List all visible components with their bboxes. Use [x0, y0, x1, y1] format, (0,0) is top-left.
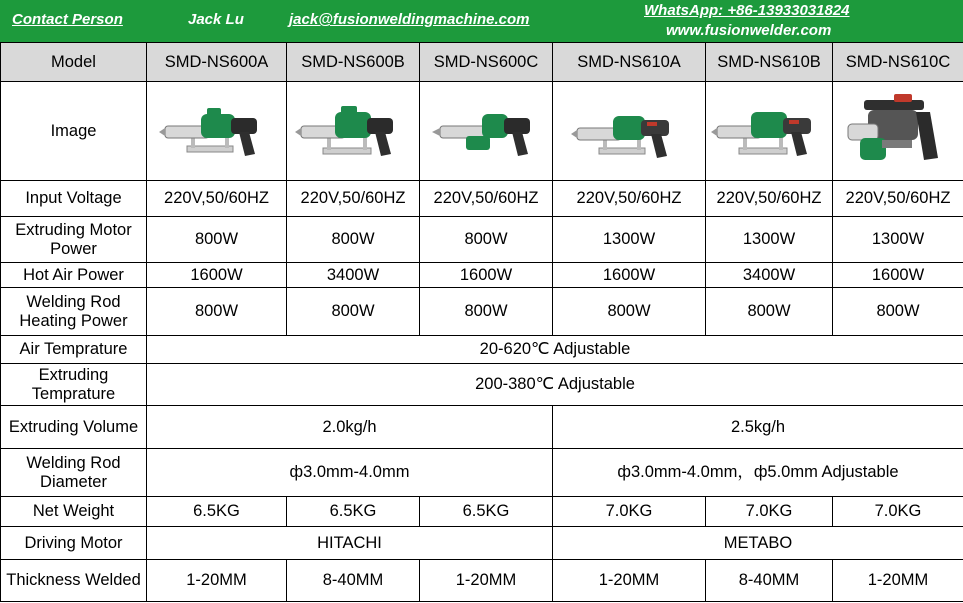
contact-header [0, 0, 963, 42]
welding-rod-heating-power-cell: 800W [833, 288, 963, 336]
input-voltage-cell: 220V,50/60HZ [147, 181, 287, 217]
row-label-driving-motor: Driving Motor [1, 527, 147, 560]
row-label-extruding-motor-power: Extruding Motor Power [1, 217, 147, 263]
model-cell: SMD-NS600A [147, 43, 287, 82]
contact-person-label: Contact Person [12, 11, 123, 28]
extruding-motor-power-cell: 1300W [553, 217, 706, 263]
product-image-cell [420, 82, 553, 181]
row-label-net-weight: Net Weight [1, 497, 147, 527]
row-label-model: Model [1, 43, 147, 82]
extrusion-welder-image [157, 96, 277, 166]
net-weight-cell: 6.5KG [147, 497, 287, 527]
contact-name: Jack Lu [188, 11, 244, 28]
website-link[interactable]: www.fusionwelder.com [666, 22, 832, 39]
net-weight-cell: 6.5KG [420, 497, 553, 527]
welding-rod-heating-power-cell: 800W [147, 288, 287, 336]
driving-motor-cell: METABO [553, 527, 963, 560]
welding-rod-heating-power-cell: 800W [420, 288, 553, 336]
model-cell: SMD-NS600C [420, 43, 553, 82]
hot-air-power-cell: 1600W [420, 263, 553, 288]
thickness-welded-cell: 1-20MM [833, 560, 963, 602]
hot-air-power-cell: 1600W [553, 263, 706, 288]
net-weight-row [1, 497, 963, 527]
driving-motor-row [1, 527, 963, 560]
model-cell: SMD-NS600B [287, 43, 420, 82]
extrusion-welder-image [838, 88, 958, 174]
hot-air-power-cell: 3400W [706, 263, 833, 288]
input-voltage-cell: 220V,50/60HZ [287, 181, 420, 217]
row-label-extruding-volume: Extruding Volume [1, 406, 147, 449]
extruding-motor-power-cell: 800W [287, 217, 420, 263]
welding-rod-diameter-row [1, 449, 963, 497]
welding-rod-diameter-cell: ф3.0mm-4.0mm，ф5.0mm Adjustable [553, 449, 963, 497]
extruding-volume-cell: 2.0kg/h [147, 406, 553, 449]
hot-air-power-cell: 1600W [833, 263, 963, 288]
model-cell: SMD-NS610A [553, 43, 706, 82]
extrusion-welder-image [709, 96, 829, 166]
thickness-welded-cell: 8-40MM [706, 560, 833, 602]
input-voltage-row [1, 181, 963, 217]
row-label-input-voltage: Input Voltage [1, 181, 147, 217]
air-temprature-row [1, 336, 963, 364]
thickness-welded-row [1, 560, 963, 602]
extruding-motor-power-cell: 800W [420, 217, 553, 263]
extrusion-welder-image [293, 96, 413, 166]
model-cell: SMD-NS610C [833, 43, 963, 82]
net-weight-cell: 7.0KG [706, 497, 833, 527]
thickness-welded-cell: 1-20MM [420, 560, 553, 602]
welding-rod-heating-power-cell: 800W [706, 288, 833, 336]
air-temprature-cell: 20-620℃ Adjustable [147, 336, 963, 364]
row-label-welding-rod-diameter: Welding Rod Diameter [1, 449, 147, 497]
input-voltage-cell: 220V,50/60HZ [553, 181, 706, 217]
product-image-cell [287, 82, 420, 181]
hot-air-power-row [1, 263, 963, 288]
product-image-cell [706, 82, 833, 181]
net-weight-cell: 6.5KG [287, 497, 420, 527]
row-label-thickness-welded: Thickness Welded [1, 560, 147, 602]
extrusion-welder-image [569, 96, 689, 166]
extruding-motor-power-cell: 1300W [833, 217, 963, 263]
spec-table [0, 42, 963, 602]
driving-motor-cell: HITACHI [147, 527, 553, 560]
thickness-welded-cell: 1-20MM [553, 560, 706, 602]
image-row [1, 82, 963, 181]
row-label-extruding-temprature: Extruding Temprature [1, 364, 147, 406]
net-weight-cell: 7.0KG [833, 497, 963, 527]
thickness-welded-cell: 8-40MM [287, 560, 420, 602]
input-voltage-cell: 220V,50/60HZ [420, 181, 553, 217]
input-voltage-cell: 220V,50/60HZ [833, 181, 963, 217]
extruding-volume-cell: 2.5kg/h [553, 406, 963, 449]
hot-air-power-cell: 3400W [287, 263, 420, 288]
extrusion-welder-image [426, 96, 546, 166]
product-image-cell [147, 82, 287, 181]
welding-rod-heating-power-row [1, 288, 963, 336]
extruding-temprature-row [1, 364, 963, 406]
model-cell: SMD-NS610B [706, 43, 833, 82]
model-row [1, 43, 963, 82]
extruding-motor-power-row [1, 217, 963, 263]
input-voltage-cell: 220V,50/60HZ [706, 181, 833, 217]
extruding-motor-power-cell: 1300W [706, 217, 833, 263]
thickness-welded-cell: 1-20MM [147, 560, 287, 602]
row-label-hot-air-power: Hot Air Power [1, 263, 147, 288]
row-label-image: Image [1, 82, 147, 181]
hot-air-power-cell: 1600W [147, 263, 287, 288]
welding-rod-diameter-cell: ф3.0mm-4.0mm [147, 449, 553, 497]
net-weight-cell: 7.0KG [553, 497, 706, 527]
whatsapp-number: WhatsApp: +86-13933031824 [644, 2, 850, 19]
product-image-cell [833, 82, 963, 181]
row-label-air-temprature: Air Temprature [1, 336, 147, 364]
welding-rod-heating-power-cell: 800W [287, 288, 420, 336]
row-label-welding-rod-heating-power: Welding Rod Heating Power [1, 288, 147, 336]
extruding-motor-power-cell: 800W [147, 217, 287, 263]
extruding-temprature-cell: 200-380℃ Adjustable [147, 364, 963, 406]
email-link[interactable]: jack@fusionweldingmachine.com [289, 11, 530, 28]
extruding-volume-row [1, 406, 963, 449]
welding-rod-heating-power-cell: 800W [553, 288, 706, 336]
product-image-cell [553, 82, 706, 181]
